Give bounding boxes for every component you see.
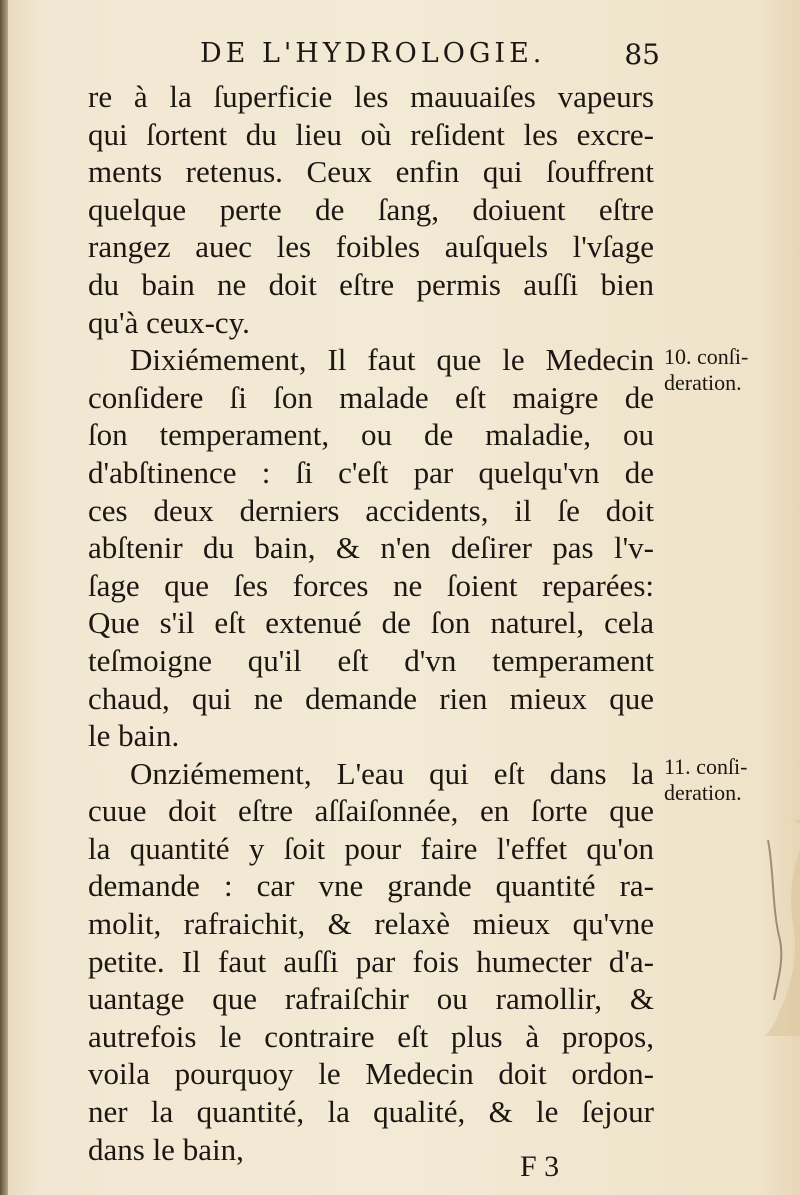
- marginal-note-line: deration.: [664, 780, 742, 805]
- text-line: ces deux derniers accidents, il ſe doit: [88, 492, 654, 528]
- running-title: DE L'HYDROLOGIE.: [200, 38, 546, 69]
- marginal-note-line: deration.: [664, 370, 742, 395]
- marginal-note-11: [664, 754, 800, 806]
- text-line: rangez auec les foibles auſquels l'vſage: [88, 229, 654, 265]
- text-line: la quantité y ſoit pour faire l'effet qu'on: [88, 830, 654, 866]
- text-line: conſidere ſi ſon malade eſt maigre de: [88, 379, 654, 415]
- running-head: [200, 38, 660, 78]
- text-line: petite. Il faut auſſi par fois humecter d'a-: [88, 943, 654, 979]
- text-line: Que s'il eſt extenué de ſon naturel, cela: [88, 605, 654, 641]
- text-line: le bain.: [88, 718, 180, 754]
- text-line: dans le bain,: [88, 1131, 244, 1167]
- text-line: du bain ne doit eſtre permis auſſi bien: [88, 266, 654, 302]
- marginal-note-line: 11. conſi-: [664, 754, 748, 779]
- text-line: ſon temperament, ou de maladie, ou: [88, 417, 654, 453]
- text-line: autrefois le contraire eſt plus à propos,: [88, 1018, 654, 1054]
- text-line: voila pourquoy le Medecin doit ordon-: [88, 1056, 654, 1092]
- text-line: re à la ſuperficie les mauuaiſes vapeurs: [88, 79, 654, 114]
- marginal-note-line: 10. conſi-: [664, 344, 749, 369]
- page-damage-mark: [750, 810, 800, 1040]
- text-line: ſage que ſes forces ne ſoient reparées:: [88, 567, 654, 603]
- text-line: demande : car vne grande quantité ra-: [88, 868, 654, 904]
- text-line: abſtenir du bain, & n'en deſirer pas l'v-: [88, 530, 654, 566]
- text-line: chaud, qui ne demande rien mieux que: [88, 680, 654, 716]
- marginal-note-10: [664, 344, 800, 396]
- text-line: molit, rafraichit, & relaxè mieux qu'vne: [88, 906, 654, 942]
- text-line: Onziémement, L'eau qui eſt dans la: [130, 755, 654, 791]
- binding-gutter: [0, 0, 8, 1195]
- page-number: 85: [624, 38, 660, 71]
- text-line: qu'à ceux-cy.: [88, 304, 250, 340]
- text-line: cuue doit eſtre aſſaiſonnée, en ſorte que: [88, 793, 654, 829]
- text-line: d'abſtinence : ſi c'eſt par quelqu'vn de: [88, 454, 654, 490]
- text-line: quelque perte de ſang, doiuent eſtre: [88, 191, 654, 227]
- text-line: teſmoigne qu'il eſt d'vn temperament: [88, 642, 654, 678]
- text-line: uantage que rafraiſchir ou ramollir, &: [88, 981, 654, 1017]
- body-text: [88, 78, 654, 1168]
- signature-mark: F 3: [520, 1150, 560, 1183]
- text-line: Dixiémement, Il faut que le Medecin: [130, 342, 654, 378]
- text-line: qui ſortent du lieu où reſident les excre-: [88, 116, 654, 152]
- text-line: ments retenus. Ceux enfin qui ſouffrent: [88, 154, 654, 190]
- text-line: ner la quantité, la qualité, & le ſejour: [88, 1094, 654, 1130]
